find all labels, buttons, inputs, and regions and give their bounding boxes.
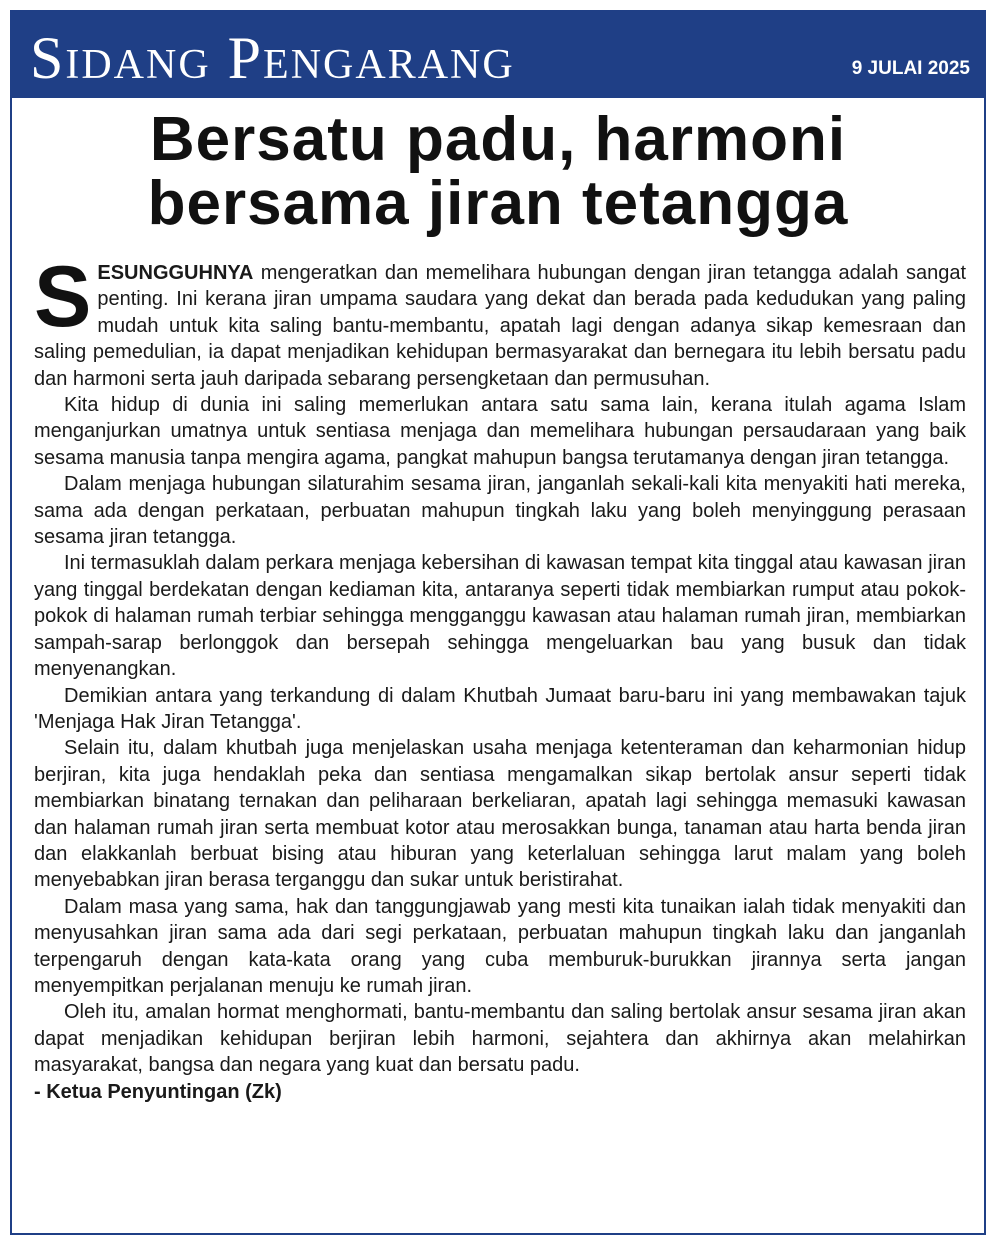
- paragraph-4: Ini termasuklah dalam perkara menjaga kebersihan di kawasan tempat kita tinggal atau kawasan jiran yang tinggal berdekatan dengan kediaman kita, antaranya seperti tidak membiarkan rumput atau pokok-pokok di halaman rumah terbiar sehingga mengganggu kawasan atau halaman rumah jiran, membiarkan sampah-sarap berlonggok dan bersepah sehingga mengeluarkan bau yang busuk dan tidak menyenangkan.: [34, 552, 966, 681]
- author-signature: - Ketua Penyuntingan (Zk): [34, 1080, 282, 1103]
- editorial-frame: [10, 10, 986, 1235]
- headline-line-2: bersama jiran tetangga: [147, 169, 849, 238]
- paragraph-7: Dalam masa yang sama, hak dan tanggungjawab yang mesti kita tunaikan ialah tidak menyakiti dan menyusahkan jiran sama ada dari segi perkataan, perbuatan mahupun tingkah laku dan janganlah terpengaruh dengan kata-kata orang yang cuba memburuk-burukkan jirannya serta jangan menyempitkan perjalanan menuju ke rumah jiran.: [34, 895, 966, 997]
- headline-line-1: Bersatu padu, harmoni: [149, 105, 847, 174]
- masthead-banner: [12, 12, 984, 98]
- paragraph-1: [34, 249, 966, 392]
- paragraph-1-text: mengeratkan dan memelihara hubungan dengan jiran tetangga adalah sangat penting. Ini kerana jiran umpama saudara yang dekat dan berada pada kedudukan yang paling mudah untuk kita saling bantu-membantu, apatah lagi dengan adanya sikap kemesraan dan saling pemedulian, ia dapat menjadikan kehidupan bermasyarakat dan bernegara itu lebih bersatu padu dan harmoni serta jauh daripada sebarang persengketaan dan permusuhan.: [34, 262, 966, 390]
- section-title: Sidang Pengarang: [30, 25, 515, 91]
- paragraph-3: Dalam menjaga hubungan silaturahim sesama jiran, janganlah sekali-kali kita menyakiti hati mereka, sama ada dengan perkataan, perbuatan mahupun tingkah laku yang boleh menyinggung perasaan sesama jiran tetangga.: [34, 473, 966, 549]
- paragraph-5: Demikian antara yang terkandung di dalam Khutbah Jumaat baru-baru ini yang membawakan tajuk 'Menjaga Hak Jiran Tetangga'.: [34, 684, 966, 733]
- headline: [12, 105, 984, 238]
- article-body: [34, 249, 966, 1105]
- drop-cap: S: [34, 249, 92, 345]
- paragraph-2: Kita hidup di dunia ini saling memerlukan antara satu sama lain, kerana itulah agama Islam menganjurkan umatnya untuk sentiasa menjaga dan memelihara hubungan persaudaraan yang baik sesama manusia tanpa mengira agama, pangkat mahupun bangsa terutamanya dengan jiran tetangga.: [34, 394, 966, 469]
- lead-word: ESUNGGUHNYA: [97, 262, 254, 284]
- paragraph-8: Oleh itu, amalan hormat menghormati, bantu-membantu dan saling bertolak ansur sesama jiran akan dapat menjadikan kehidupan berjiran lebih harmoni, sejahtera dan akhirnya akan melahirkan masyarakat, bangsa dan negara yang kuat dan bersatu padu.: [34, 1001, 966, 1077]
- publication-date: 9 JULAI 2025: [851, 58, 970, 79]
- paragraph-6: Selain itu, dalam khutbah juga menjelaskan usaha menjaga ketenteraman dan keharmonian hidup berjiran, kita juga hendaklah peka dan sentiasa mengamalkan sikap bertolak ansur seperti tidak membiarkan binatang ternakan dan peliharaan berkeliaran, apatah lagi sehingga memasuki kawasan dan halaman rumah jiran serta membuat kotor atau merosakkan bunga, tanaman atau harta benda jiran dan elakkanlah berbuat bising atau hiburan yang keterlaluan sehingga larut malam yang boleh menyebabkan jiran berasa terganggu dan sukar untuk beristirahat.: [34, 737, 966, 892]
